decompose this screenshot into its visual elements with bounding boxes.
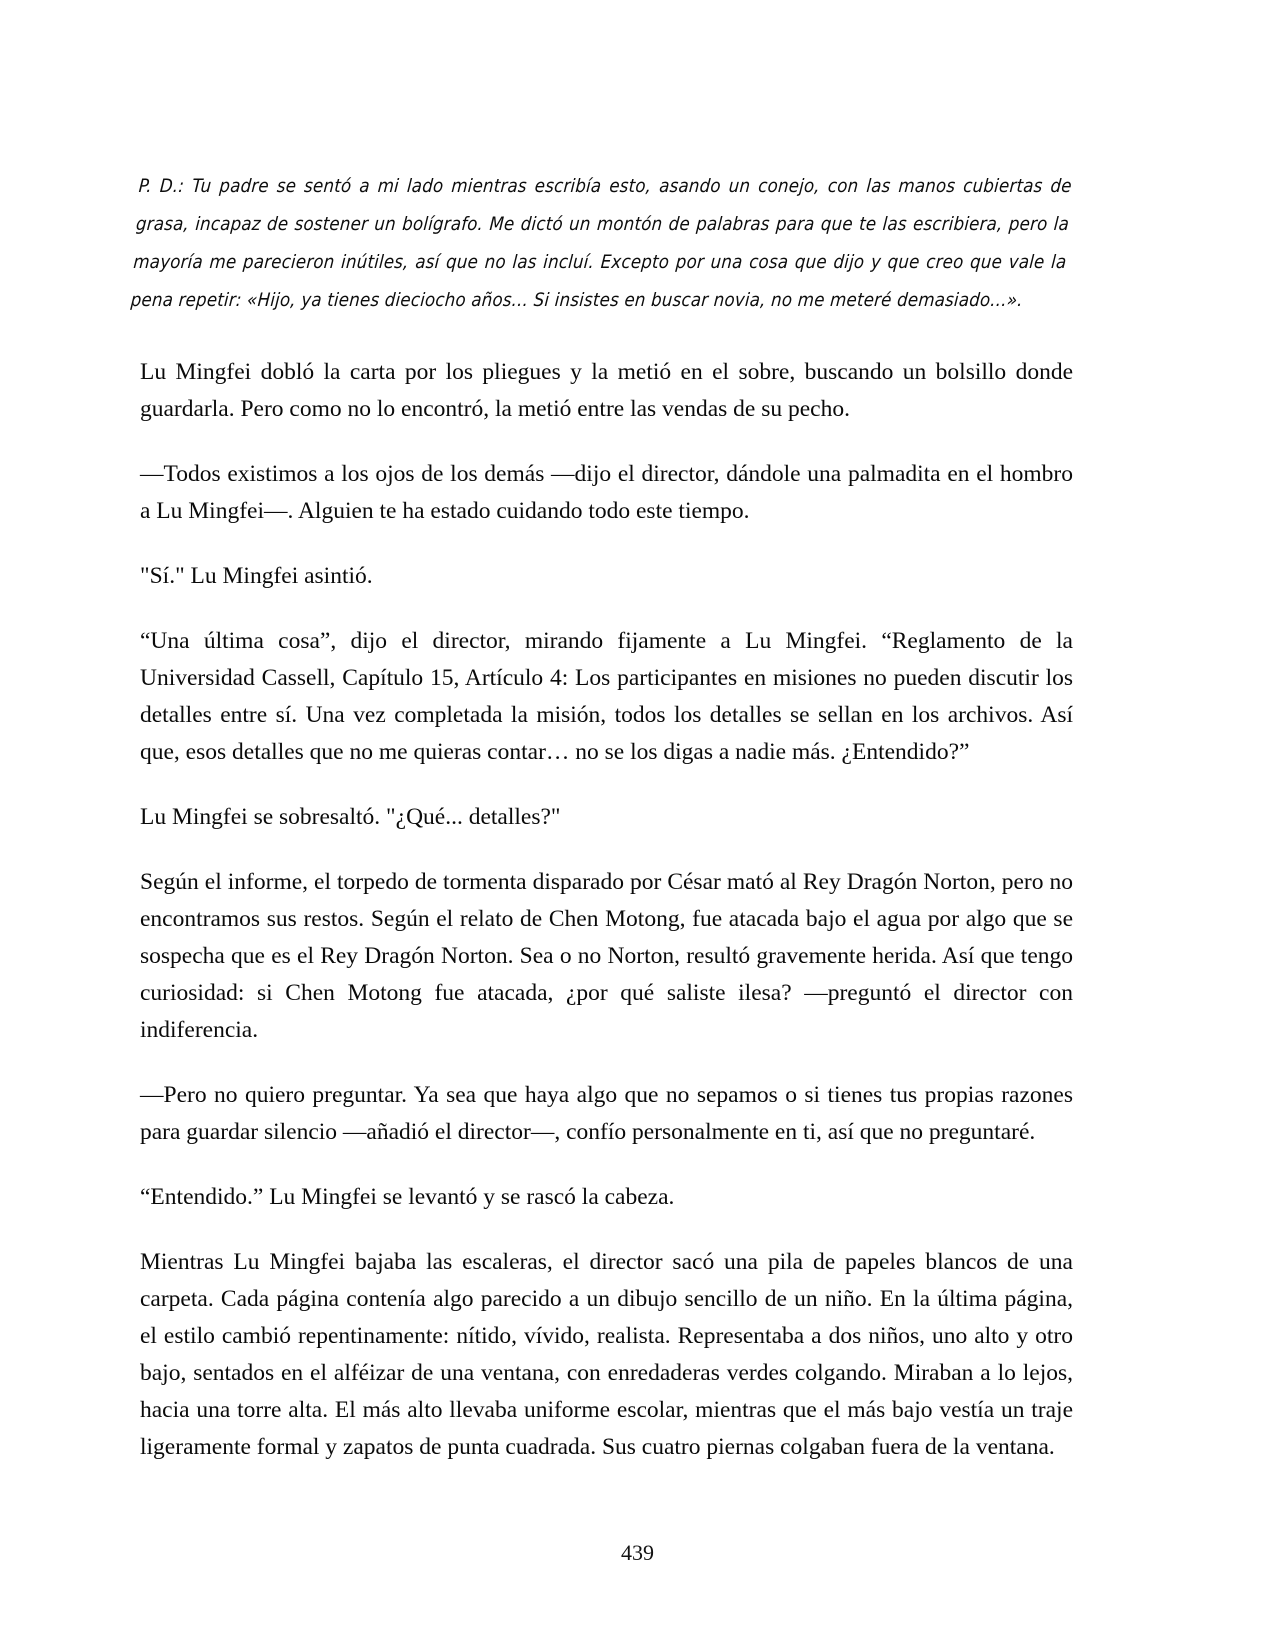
body-paragraph-6: Según el informe, el torpedo de tormenta disparado por César mató al Rey Dragón Norton, pero no encontramos sus restos. Según el relato de Chen Motong, fue atacada bajo el agua por algo que se sospecha que es el Rey Dragón Norton. Sea o no Norton, resultó gravemente herida. Así que tengo curiosidad: si Chen Motong fue atacada, ¿por qué saliste ilesa? —preguntó el director con indiferencia. <box>140 869 1073 1043</box>
body-paragraph-9: Mientras Lu Mingfei bajaba las escaleras, el director sacó una pila de papeles blancos de una carpeta. Cada página contenía algo parecido a un dibujo sencillo de un niño. En la última página, el estilo cambió repentinamente: nítido, vívido, realista. Representaba a dos niños, uno alto y otro bajo, sentados en el alféizar de una ventana, con enredaderas verdes colgando. Miraban a lo lejos, hacia una torre alta. El más alto llevaba uniforme escolar, mientras que el más bajo vestía un traje ligeramente formal y zapatos de punta cuadrada. Sus cuatro piernas colgaban fuera de la ventana. <box>140 1249 1073 1460</box>
body-paragraph-3: "Sí." Lu Mingfei asintió. <box>140 563 373 589</box>
body-paragraph-8: “Entendido.” Lu Mingfei se levantó y se rascó la cabeza. <box>140 1184 675 1210</box>
postscript-paragraph: P. D.: Tu padre se sentó a mi lado mientras escribía esto, asando un conejo, con las manos cubiertas de grasa, incapaz de sostener un bolígrafo. Me dictó un montón de palabras para que te las escribiera, pero la mayoría me parecieron inútiles, así que no las incluí. Excepto por una cosa que dijo y que creo que vale la pena repetir: «Hijo, ya tienes dieciocho años... Si insistes en buscar novia, no me meteré demasiado...». <box>130 176 1073 311</box>
body-paragraph-1: Lu Mingfei dobló la carta por los pliegues y la metió en el sobre, buscando un bolsillo donde guardarla. Pero como no lo encontró, la metió entre las vendas de su pecho. <box>140 359 1073 422</box>
page-number: 439 <box>621 1540 654 1565</box>
body-paragraph-7: —Pero no quiero preguntar. Ya sea que haya algo que no sepamos o si tienes tus propias razones para guardar silencio —añadió el director—, confío personalmente en ti, así que no preguntaré. <box>140 1082 1073 1145</box>
body-paragraph-5: Lu Mingfei se sobresaltó. "¿Qué... detalles?" <box>140 804 561 830</box>
page-text-column <box>130 168 1073 1466</box>
body-paragraph-2: —Todos existimos a los ojos de los demás —dijo el director, dándole una palmadita en el hombro a Lu Mingfei—. Alguien te ha estado cuidando todo este tiempo. <box>140 461 1073 524</box>
body-paragraph-4: “Una última cosa”, dijo el director, mirando fijamente a Lu Mingfei. “Reglamento de la Universidad Cassell, Capítulo 15, Artículo 4: Los participantes en misiones no pueden discutir los detalles entre sí. Una vez completada la misión, todos los detalles se sellan en los archivos. Así que, esos detalles que no me quieras contar… no se los digas a nadie más. ¿Entendido?” <box>140 628 1073 765</box>
